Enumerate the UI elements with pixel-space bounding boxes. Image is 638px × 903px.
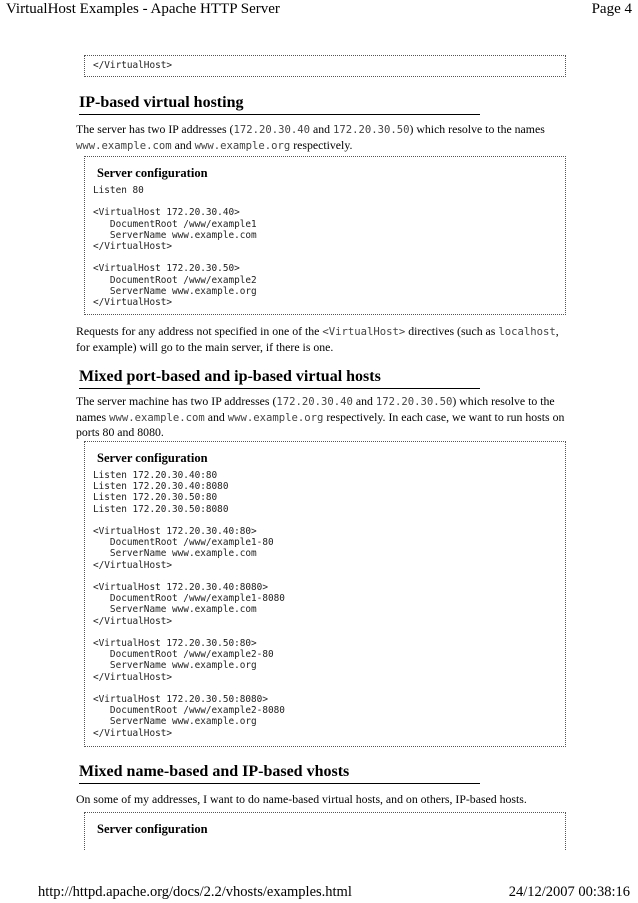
box-label: Server configuration bbox=[97, 166, 208, 180]
section-intro-mixed-port: The server machine has two IP addresses (172.20.30.40 and 172.20.30.50) which resolve to the names www.example.com and www.example.org respectively. In each case, we want to run hosts on ports 80 and 8080. bbox=[76, 394, 565, 440]
page-number: Page 4 bbox=[591, 1, 632, 17]
code-block: </VirtualHost> bbox=[93, 60, 173, 71]
box-label: Server configuration bbox=[97, 822, 208, 836]
section-heading-mixed-port: Mixed port-based and ip-based virtual hosts bbox=[79, 367, 480, 389]
code-block: Listen 80 <VirtualHost 172.20.30.40> DocumentRoot /www/example1 ServerName www.example.com </VirtualHost> <VirtualHost 172.20.30.50> DocumentRoot /www/example2 ServerName www.example.org </VirtualHost> bbox=[93, 185, 257, 309]
section-heading-mixed-name: Mixed name-based and IP-based vhosts bbox=[79, 762, 480, 784]
code-box-mixed-name bbox=[84, 812, 566, 850]
section-intro-ip-based: The server has two IP addresses (172.20.30.40 and 172.20.30.50) which resolve to the names www.example.com and www.example.org respectively. bbox=[76, 122, 545, 152]
code-box-mixed-port bbox=[84, 441, 566, 747]
code-block: Listen 172.20.30.40:80 Listen 172.20.30.40:8080 Listen 172.20.30.50:80 Listen 172.20.30.50:8080 <VirtualHost 172.20.30.40:80> DocumentRoot /www/example1-80 ServerName www.example.com </VirtualHost> <VirtualHost 172.20.30.40:8080> DocumentRoot /www/example1-8080 ServerName www.example.com </VirtualHost> <VirtualHost 172.20.30.50:80> DocumentRoot /www/example2-80 ServerName www.example.org </VirtualHost> <VirtualHost 172.20.30.50:8080> DocumentRoot /www/example2-8080 ServerName www.example.org </VirtualHost> bbox=[93, 470, 285, 739]
section-intro-mixed-name: On some of my addresses, I want to do name-based virtual hosts, and on others, IP-based hosts. bbox=[76, 792, 527, 806]
footer-url: http://httpd.apache.org/docs/2.2/vhosts/examples.html bbox=[38, 884, 352, 900]
footer-datetime: 24/12/2007 00:38:16 bbox=[508, 884, 630, 900]
section-heading-ip-based: IP-based virtual hosting bbox=[79, 93, 480, 115]
box-label: Server configuration bbox=[97, 451, 208, 465]
code-box-continued bbox=[84, 55, 566, 77]
section-note-ip-based: Requests for any address not specified in one of the <VirtualHost> directives (such as localhost, for example) will go to the main server, if there is one. bbox=[76, 324, 559, 354]
code-box-ip-based bbox=[84, 156, 566, 315]
page-header-title: VirtualHost Examples - Apache HTTP Server bbox=[6, 1, 280, 17]
